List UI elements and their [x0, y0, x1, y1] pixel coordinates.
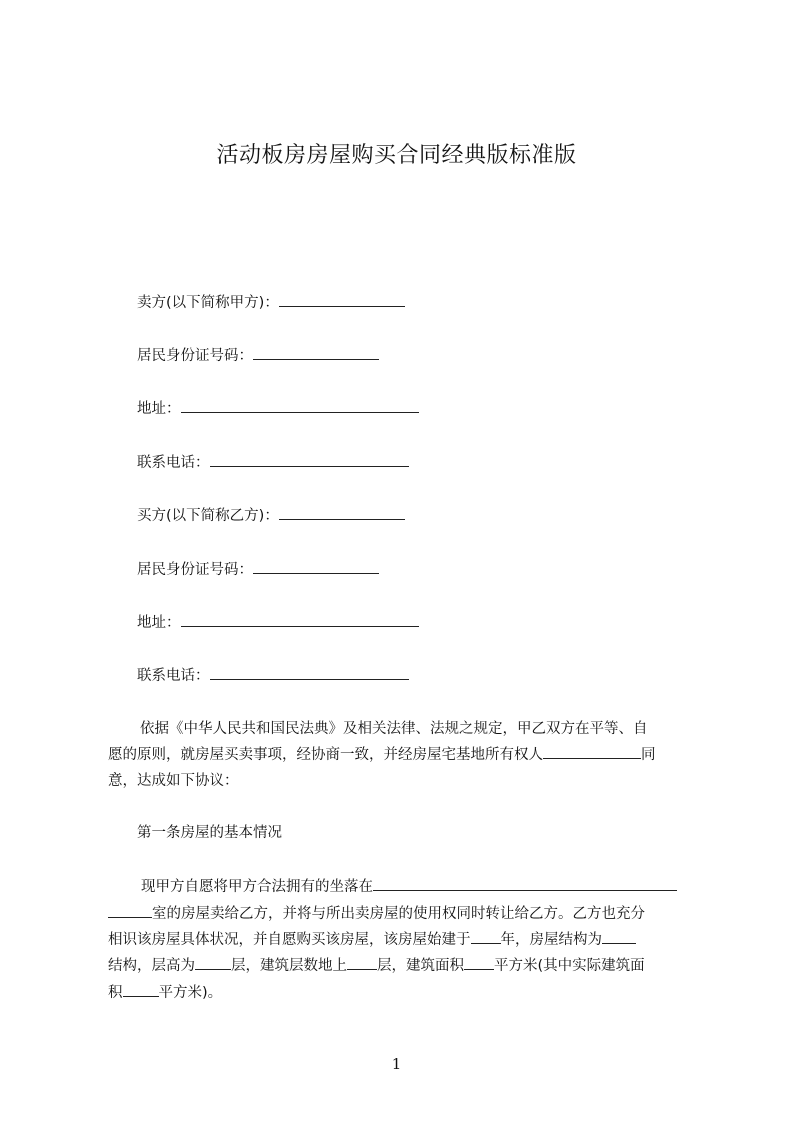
built-year-blank[interactable]: [471, 929, 501, 944]
intro-line-2: [108, 742, 656, 768]
structure-blank[interactable]: [602, 929, 636, 944]
seller-address-label: 地址：: [137, 401, 181, 417]
article-1-line-1: [141, 874, 677, 900]
seller-address-blank[interactable]: [181, 398, 419, 413]
article-1-line-4-a: 结构，层高为: [108, 958, 195, 974]
buyer-label: 买方(以下简称乙方)：: [137, 508, 279, 524]
landowner-blank[interactable]: [543, 744, 641, 759]
buyer-phone-label: 联系电话：: [137, 668, 210, 684]
article-1-line-5: [108, 980, 222, 1006]
buyer-phone-blank[interactable]: [210, 665, 409, 680]
buyer-field: [137, 505, 405, 526]
article-1-heading: 第一条房屋的基本情况: [137, 825, 282, 841]
intro-line-2-text: 愿的原则，就房屋买卖事项，经协商一致，并经房屋宅基地所有权人: [108, 747, 543, 763]
buyer-phone-field: [137, 665, 409, 686]
article-1-line-3-mid: 年，房屋结构为: [500, 932, 602, 948]
article-1-line-3-text: 相识该房屋具体状况，并自愿购买该房屋，该房屋始建于: [108, 932, 471, 948]
buyer-address-label: 地址：: [137, 615, 181, 631]
article-1-line-4-c: 层，建筑面积: [377, 958, 464, 974]
seller-id-label: 居民身份证号码：: [137, 348, 253, 364]
seller-field: [137, 292, 405, 313]
article-1-line-2: [108, 901, 645, 927]
seller-address-field: [137, 398, 419, 419]
article-1-line-3: [108, 927, 636, 953]
floor-height-blank[interactable]: [195, 955, 231, 970]
seller-phone-blank[interactable]: [210, 452, 409, 467]
floors-above-blank[interactable]: [347, 955, 377, 970]
buyer-blank[interactable]: [279, 505, 405, 520]
article-1-line-2-text: 室的房屋卖给乙方，并将与所出卖房屋的使用权同时转让给乙方。乙方也充分: [152, 906, 645, 922]
article-1-line-4-d: 平方米(其中实际建筑面: [494, 958, 645, 974]
page-number: 1: [391, 1055, 402, 1073]
article-1-line-5-b: 平方米)。: [158, 985, 223, 1001]
area-blank[interactable]: [464, 955, 494, 970]
buyer-address-field: [137, 612, 419, 633]
seller-phone-field: [137, 452, 409, 473]
seller-blank[interactable]: [279, 292, 405, 307]
seller-phone-label: 联系电话：: [137, 455, 210, 471]
intro-line-3: 意，达成如下协议：: [108, 773, 239, 789]
intro-line-2-end: 同: [641, 747, 656, 763]
location-blank[interactable]: [373, 876, 677, 891]
buyer-id-blank[interactable]: [253, 559, 379, 574]
seller-id-field: [137, 345, 379, 366]
seller-id-blank[interactable]: [253, 345, 379, 360]
seller-label: 卖方(以下简称甲方)：: [137, 295, 279, 311]
room-blank[interactable]: [108, 903, 152, 918]
buyer-id-field: [137, 559, 379, 580]
article-1-line-4: [108, 953, 645, 979]
article-1-line-1-text: 现甲方自愿将甲方合法拥有的坐落在: [141, 879, 373, 895]
buyer-address-blank[interactable]: [181, 612, 419, 627]
article-1-line-4-b: 层，建筑层数地上: [231, 958, 347, 974]
document-title: 活动板房房屋购买合同经典版标准版: [216, 143, 577, 168]
buyer-id-label: 居民身份证号码：: [137, 562, 253, 578]
intro-line-1: 依据《中华人民共和国民法典》及相关法律、法规之规定，甲乙双方在平等、自: [140, 721, 648, 737]
article-1-line-5-a: 积: [108, 985, 123, 1001]
actual-area-blank[interactable]: [123, 982, 159, 997]
